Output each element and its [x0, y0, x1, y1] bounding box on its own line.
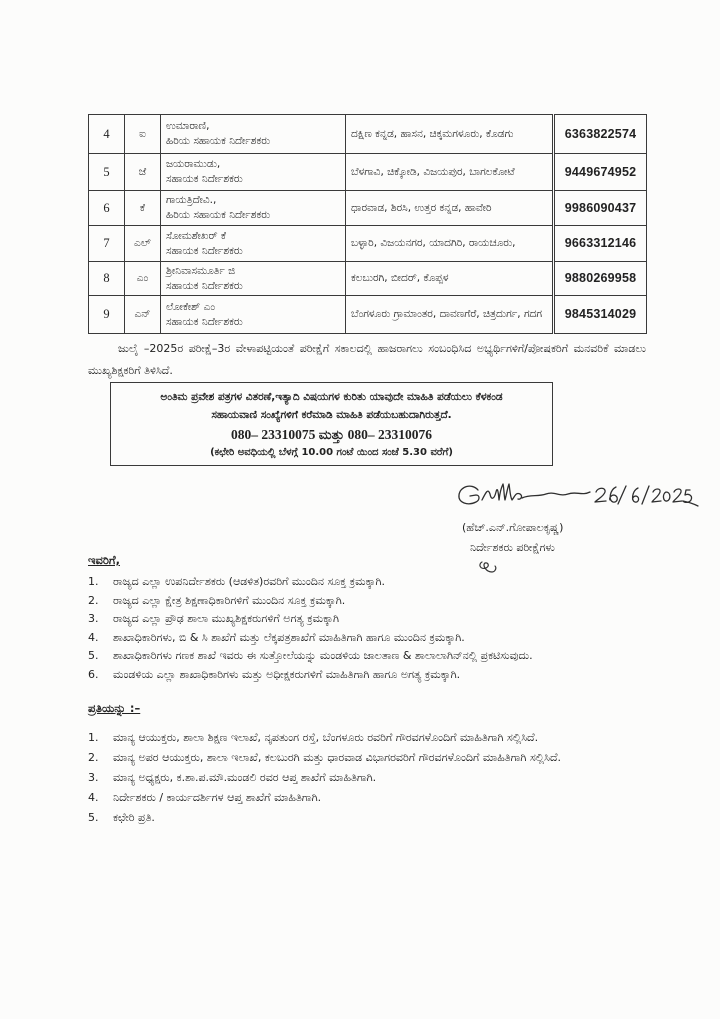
cell-districts: ಕಲಬುರಗಿ, ಬೀದರ್, ಕೊಪ್ಪಳ	[346, 262, 554, 296]
list-item-text: ಮಾನ್ಯ ಅಧ್ಯಕ್ಷರು, ಕ.ಶಾ.ಪ.ಮೌ.ಮಂಡಲಿ ರವರ ಆಪ್ತ ಶಾಖೆಗೆ ಮಾಹಿತಿಗಾಗಿ.	[113, 771, 377, 784]
officer-designation: ಹಿರಿಯ ಸಹಾಯಕ ನಿರ್ದೇಶಕರು	[166, 135, 271, 147]
cell-phone: 9880269958	[554, 262, 647, 296]
cell-code: ಜೆ	[125, 154, 161, 191]
list-item-number: 5.	[88, 649, 99, 662]
list-item	[88, 729, 644, 746]
signatory-name: (ಹೆಚ್.ಎನ್.ಗೋಪಾಲಕೃಷ್ಣ)	[462, 521, 564, 534]
table-row	[89, 154, 647, 191]
list-item-number: 4.	[88, 791, 99, 804]
list-item-text: ಶಾಖಾಧಿಕಾರಿಗಳು ಗಣಕ ಶಾಖೆ ಇವರು ಈ ಸುತ್ತೋಲೆಯನ್ನು ಮಂಡಳಿಯ ಜಾಲತಾಣ & ಶಾಲಾಲಾಗಿನ್‌ನಲ್ಲಿ ಪ್ರಕಟಿಸುವುದು.	[113, 649, 533, 662]
list-item-text: ಮಂಡಳಿಯ ಎಲ್ಲಾ ಶಾಖಾಧಿಕಾರಿಗಳು ಮತ್ತು ಅಧೀಕ್ಷಕರುಗಳಿಗೆ ಮಾಹಿತಿಗಾಗಿ ಹಾಗೂ ಅಗತ್ಯ ಕ್ರಮಕ್ಕಾಗಿ.	[113, 667, 461, 681]
initials-stroke	[480, 562, 496, 572]
cell-officer	[161, 115, 346, 154]
officer-designation: ಸಹಾಯಕ ನಿರ್ದೇಶಕರು	[166, 315, 243, 328]
cell-code: ಎಂ	[125, 262, 161, 296]
cell-code: ಕೆ	[125, 191, 161, 226]
list-item	[88, 749, 644, 766]
list-item-text: ಮಾನ್ಯ ಅಪರ ಆಯುಕ್ತರು, ಶಾಲಾ ಇಲಾಖೆ, ಕಲಬುರಗಿ ಮತ್ತು ಧಾರವಾಡ ವಿಭಾಗರವರಿಗೆ ಗೌರವಗಳೊಂದಿಗೆ ಮಾಹಿತಿಗಾಗಿ ಸಲ್ಲಿಸಿದೆ.	[113, 751, 561, 764]
list-item-number: 4.	[88, 630, 99, 644]
helpline-info-line: ಸಹಾಯವಾಣಿ ಸಂಖ್ಯೆಗಳಿಗೆ ಕರೆಮಾಡಿ ಮಾಹಿತಿ ಪಡೆಯಬಹುದಾಗಿರುತ್ತದೆ.	[211, 409, 452, 421]
cell-phone: 9449674952	[554, 154, 647, 191]
list-item-number: 1.	[88, 731, 99, 744]
list-item	[88, 769, 644, 786]
signature	[450, 478, 700, 520]
list-item	[88, 592, 644, 610]
cell-districts: ಧಾರವಾಡ, ಶಿರಸಿ, ಉತ್ತರ ಕನ್ನಡ, ಹಾವೇರಿ	[346, 191, 554, 226]
list-item-text: ರಾಜ್ಯದ ಎಲ್ಲಾ ಪ್ರೌಢ ಶಾಲಾ ಮುಖ್ಯಶಿಕ್ಷಕರುಗಳಿಗೆ ಅಗತ್ಯ ಕ್ರಮಕ್ಕಾಗಿ	[113, 612, 340, 625]
list-item	[88, 647, 644, 665]
list-item-text: ಶಾಖಾಧಿಕಾರಿಗಳು, ಬಿ & ಸಿ ಶಾಖೆಗೆ ಮತ್ತು ಲೆಕ್ಕಪತ್ರಶಾಖೆಗೆ ಮಾಹಿತಿಗಾಗಿ ಹಾಗೂ ಮುಂದಿನ ಕ್ರಮಕ್ಕಾಗಿ.	[113, 630, 465, 644]
list-item-number: 2.	[88, 751, 99, 764]
signature-stroke	[652, 489, 698, 506]
cell-phone: 6363822574	[554, 115, 647, 154]
signature-stroke	[633, 488, 639, 502]
table-row	[89, 226, 647, 262]
helpline-box	[110, 382, 553, 466]
cell-phone: 9986090437	[554, 191, 647, 226]
officer-designation: ಹಿರಿಯ ಸಹಾಯಕ ನಿರ್ದೇಶಕರು	[166, 209, 271, 221]
list-item-number: 5.	[88, 811, 99, 824]
list-item	[88, 809, 644, 826]
cell-sl-no: 5	[89, 154, 125, 191]
cell-code: ಎನ್	[125, 296, 161, 334]
helpline-numbers: 080– 23310075 ಮತ್ತು 080– 23310076	[231, 427, 432, 442]
cell-sl-no: 4	[89, 115, 125, 154]
list-item-number: 3.	[88, 612, 99, 625]
helpline-info-line: ಅಂತಿಮ ಪ್ರವೇಶ ಪತ್ರಗಳ ವಿತರಣೆ,ಇತ್ಯಾದಿ ವಿಷಯಗಳ ಕುರಿತು ಯಾವುದೇ ಮಾಹಿತಿ ಪಡೆಯಲು ಕೆಳಕಂಡ	[160, 391, 503, 403]
list-item	[88, 610, 644, 628]
officer-designation: ಸಹಾಯಕ ನಿರ್ದೇಶಕರು	[166, 173, 243, 185]
officer-designation: ಸಹಾಯಕ ನಿರ್ದೇಶಕರು	[166, 279, 243, 292]
officer-name: ಉಮಾರಾಣಿ,	[166, 120, 210, 132]
helpline-hours: (ಕಛೇರಿ ಅವಧಿಯಲ್ಲಿ ಬೆಳಗ್ಗೆ 10.00 ಗಂಟೆ ಯಿಂದ ಸಂಜೆ 5.30 ವರೆಗೆ)	[210, 447, 453, 458]
officers-table	[88, 114, 647, 334]
list-item-number: 6.	[88, 667, 99, 681]
list-item-text: ಮಾನ್ಯ ಆಯುಕ್ತರು, ಶಾಲಾ ಶಿಕ್ಷಣ ಇಲಾಖೆ, ನೃಪತುಂಗ ರಸ್ತೆ, ಬೆಂಗಳೂರು ರವರಿಗೆ ಗೌರವಗಳೊಂದಿಗೆ ಮಾಹಿತಿಗಾಗಿ ಸಲ್ಲಿಸಿದೆ.	[113, 731, 539, 744]
cell-sl-no: 7	[89, 226, 125, 262]
signature-stroke	[482, 484, 590, 500]
cell-phone: 9845314029	[554, 296, 647, 334]
recipients-heading: ಇವರಿಗೆ,	[88, 553, 120, 567]
cell-phone: 9663312146	[554, 226, 647, 262]
cell-officer	[161, 191, 346, 226]
list-item	[88, 789, 644, 806]
cell-districts: ಬೆಂಗಳೂರು ಗ್ರಾಮಾಂತರ, ದಾವಣಗೆರೆ, ಚಿತ್ರದುರ್ಗ, ಗದಗ	[346, 296, 554, 334]
table-row	[89, 115, 647, 154]
signature-stroke	[459, 486, 479, 504]
list-item-number: 3.	[88, 771, 99, 784]
list-item-text: ರಾಜ್ಯದ ಎಲ್ಲಾ ಕ್ಷೇತ್ರ ಶಿಕ್ಷಣಾಧಿಕಾರಿಗಳಿಗೆ ಮುಂದಿನ ಸೂಕ್ತ ಕ್ರಮಕ್ಕಾಗಿ.	[113, 593, 346, 607]
cell-sl-no: 9	[89, 296, 125, 334]
officer-name: ಗಾಯತ್ರಿದೇವಿ.,	[166, 194, 217, 206]
copies-list	[88, 729, 644, 829]
officer-name: ಶ್ರೀನಿವಾಸಮೂರ್ತಿ ಜಿ	[166, 264, 236, 277]
table-row	[89, 296, 647, 334]
list-item-number: 2.	[88, 593, 99, 607]
cell-districts: ಬೆಳಗಾವಿ, ಚಿಕ್ಕೋಡಿ, ವಿಜಯಪುರ, ಬಾಗಲಕೋಟೆ	[346, 154, 554, 191]
officer-name: ಜಯರಾಮುಡು,	[166, 158, 221, 170]
cell-code: ಐ	[125, 115, 161, 154]
table-row	[89, 191, 647, 226]
recipients-list	[88, 573, 644, 684]
signature-stroke	[595, 487, 617, 502]
list-item-text: ನಿರ್ದೇಶಕರು / ಕಾರ್ಯದರ್ಶಿಗಳ ಆಪ್ತ ಶಾಖೆಗೆ ಮಾಹಿತಿಗಾಗಿ.	[113, 791, 322, 804]
cell-officer	[161, 296, 346, 334]
copies-heading: ಪ್ರತಿಯನ್ನು :–	[88, 701, 141, 715]
list-item-text: ರಾಜ್ಯದ ಎಲ್ಲಾ ಉಪನಿರ್ದೇಶಕರು (ಆಡಳಿತ)ರವರಿಗೆ ಮುಂದಿನ ಸೂಕ್ತ ಕ್ರಮಕ್ಕಾಗಿ.	[113, 575, 385, 588]
list-item	[88, 573, 644, 591]
officer-name: ಸೋಮಶೇಖರ್ ಕೆ	[166, 229, 226, 242]
cell-officer	[161, 154, 346, 191]
notice-paragraph: ಜುಲೈ –2025ರ ಪರೀಕ್ಷೆ–3ರ ವೇಳಾಪಟ್ಟಿಯಂತೆ ಪರೀಕ್ಷೆಗೆ ಸಕಾಲದಲ್ಲಿ ಹಾಜರಾಗಲು ಸಂಬಂಧಿಸಿದ ಅಭ್ಯರ್ಥಿಗಳಿಗೆ/ಪೋಷಕರಿಗೆ ಮನವರಿಕೆ ಮಾಡಲು ಮುಖ್ಯಶಿಕ್ಷಕರಿಗೆ ತಿಳಿಸಿದೆ.	[88, 342, 646, 377]
signatory-designation: ನಿರ್ದೇಶಕರು ಪರೀಕ್ಷೆಗಳು	[470, 541, 555, 554]
list-item	[88, 666, 644, 684]
cell-districts: ಬಳ್ಳಾರಿ, ವಿಜಯನಗರ, ಯಾದಗಿರಿ, ರಾಯಚೂರು,	[346, 226, 554, 262]
officer-name: ಲೋಕೇಶ್ ಎಂ	[166, 300, 216, 313]
cell-code: ಎಲ್	[125, 226, 161, 262]
cell-sl-no: 6	[89, 191, 125, 226]
table-row	[89, 262, 647, 296]
officer-designation: ಸಹಾಯಕ ನಿರ್ದೇಶಕರು	[166, 244, 243, 257]
list-item-text: ಕಛೇರಿ ಪ್ರತಿ.	[113, 811, 155, 824]
cell-officer	[161, 226, 346, 262]
list-item	[88, 629, 644, 647]
list-item-number: 1.	[88, 575, 99, 588]
cell-districts: ದಕ್ಷಿಣ ಕನ್ನಡ, ಹಾಸನ, ಚಿಕ್ಕಮಗಳೂರು, ಕೊಡಗು	[346, 115, 554, 154]
cell-sl-no: 8	[89, 262, 125, 296]
cell-officer	[161, 262, 346, 296]
